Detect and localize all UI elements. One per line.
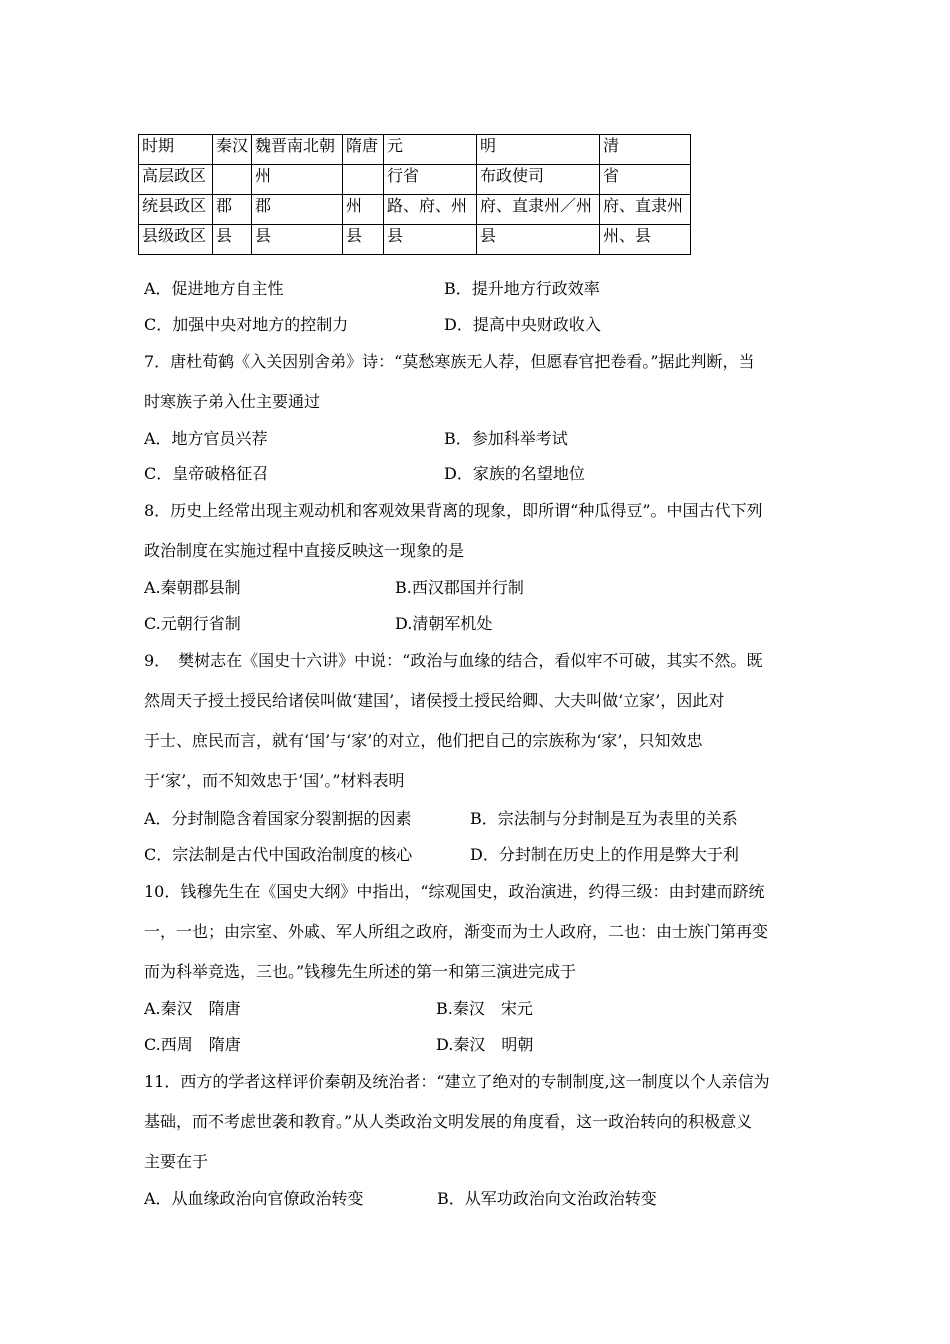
table-cell: 州、县 — [600, 225, 691, 255]
table-row — [139, 195, 691, 225]
q7-option-a: A．地方官员兴荐 — [144, 429, 268, 448]
table-cell: 秦汉 — [213, 135, 252, 165]
q7-option-c: C．皇帝破格征召 — [144, 464, 269, 483]
q9-stem-line2: 然周天子授土授民给诸侯叫做‘建国’，诸侯授土授民给卿、大夫叫做‘立家’，因此对 — [144, 691, 725, 710]
q7-option-d: D．家族的名望地位 — [444, 464, 585, 483]
table-cell: 郡 — [213, 195, 252, 225]
table-cell: 府、直隶州 — [600, 195, 691, 225]
table-body — [139, 135, 691, 255]
q10-option-c: C.西周 隋唐 — [144, 1035, 241, 1054]
table-row — [139, 165, 691, 195]
q11-stem-line2: 基础，而不考虑世袭和教育。”从人类政治文明发展的角度看，这一政治转向的积极意义 — [144, 1112, 753, 1131]
table-cell: 元 — [384, 135, 477, 165]
q10-option-d: D.秦汉 明朝 — [436, 1035, 534, 1054]
q9-stem-line4: 于‘家’，而不知效忠于‘国’。”材料表明 — [144, 771, 405, 790]
q6-option-c: C．加强中央对地方的控制力 — [144, 315, 349, 334]
table-cell: 明 — [477, 135, 600, 165]
q11-option-b: B．从军功政治向文治政治转变 — [437, 1189, 657, 1208]
q11-option-a: A．从血缘政治向官僚政治转变 — [144, 1189, 364, 1208]
table-cell: 郡 — [252, 195, 343, 225]
q10-stem-line3: 而为科举竞选，三也。”钱穆先生所述的第一和第三演进完成于 — [144, 962, 577, 981]
q10-option-b: B.秦汉 宋元 — [436, 999, 533, 1018]
table-cell — [213, 165, 252, 195]
q8-option-c: C.元朝行省制 — [144, 614, 241, 633]
table-cell: 州 — [343, 195, 384, 225]
q10-stem-line2: 一，一也；由宗室、外戚、军人所组之政府，渐变而为士人政府，二也：由士族门第再变 — [144, 922, 769, 941]
q9-option-d: D．分封制在历史上的作用是弊大于利 — [470, 845, 739, 864]
q8-option-a: A.秦朝郡县制 — [144, 578, 241, 597]
table-cell: 县 — [252, 225, 343, 255]
table-cell: 县 — [343, 225, 384, 255]
table-cell: 隋唐 — [343, 135, 384, 165]
table-cell: 高层政区 — [139, 165, 213, 195]
table-cell: 县 — [213, 225, 252, 255]
q11-stem-line3: 主要在于 — [144, 1152, 209, 1171]
q10-stem-line1: 10．钱穆先生在《国史大纲》中指出，“综观国史，政治演进，约得三级：由封建而跻统 — [144, 882, 765, 901]
table-cell: 府、直隶州／州 — [477, 195, 600, 225]
q10-option-a: A.秦汉 隋唐 — [144, 999, 241, 1018]
table-cell: 县级政区 — [139, 225, 213, 255]
q9-option-c: C．宗法制是古代中国政治制度的核心 — [144, 845, 413, 864]
table-cell: 时期 — [139, 135, 213, 165]
table-cell: 路、府、州 — [384, 195, 477, 225]
table-cell — [343, 165, 384, 195]
q7-stem-line2: 时寒族子弟入仕主要通过 — [144, 392, 321, 411]
q11-stem-line1: 11．西方的学者这样评价秦朝及统治者：“建立了绝对的专制制度,这一制度以个人亲信为 — [144, 1072, 770, 1091]
table-cell: 魏晋南北朝 — [252, 135, 343, 165]
table-cell: 省 — [600, 165, 691, 195]
q7-stem-line1: 7．唐杜荀鹤《入关因别舍弟》诗：“莫愁寒族无人荐，但愿春官把卷看。”据此判断，当 — [144, 352, 755, 371]
table-cell: 州 — [252, 165, 343, 195]
administrative-divisions-table — [138, 134, 691, 255]
table-cell: 县 — [477, 225, 600, 255]
q6-option-d: D．提高中央财政收入 — [444, 315, 601, 334]
table-row — [139, 135, 691, 165]
q8-option-b: B.西汉郡国并行制 — [395, 578, 524, 597]
q9-stem-line3: 于士、庶民而言，就有‘国’与‘家’的对立，他们把自己的宗族称为‘家’，只知效忠 — [144, 731, 703, 750]
table-cell: 县 — [384, 225, 477, 255]
table-row — [139, 225, 691, 255]
q8-stem-line1: 8．历史上经常出现主观动机和客观效果背离的现象，即所谓“种瓜得豆”。中国古代下列 — [144, 501, 763, 520]
q9-stem-line1: 9． 樊树志在《国史十六讲》中说：“政治与血缘的结合，看似牢不可破，其实不然。既 — [144, 651, 763, 670]
table-cell: 行省 — [384, 165, 477, 195]
table-cell: 清 — [600, 135, 691, 165]
q6-option-a: A．促进地方自主性 — [144, 279, 284, 298]
q8-stem-line2: 政治制度在实施过程中直接反映这一现象的是 — [144, 541, 465, 560]
q9-option-a: A．分封制隐含着国家分裂割据的因素 — [144, 809, 412, 828]
table-cell: 布政使司 — [477, 165, 600, 195]
q8-option-d: D.清朝军机处 — [395, 614, 493, 633]
q7-option-b: B．参加科举考试 — [444, 429, 568, 448]
table-cell: 统县政区 — [139, 195, 213, 225]
q6-option-b: B．提升地方行政效率 — [444, 279, 600, 298]
q9-option-b: B．宗法制与分封制是互为表里的关系 — [470, 809, 738, 828]
